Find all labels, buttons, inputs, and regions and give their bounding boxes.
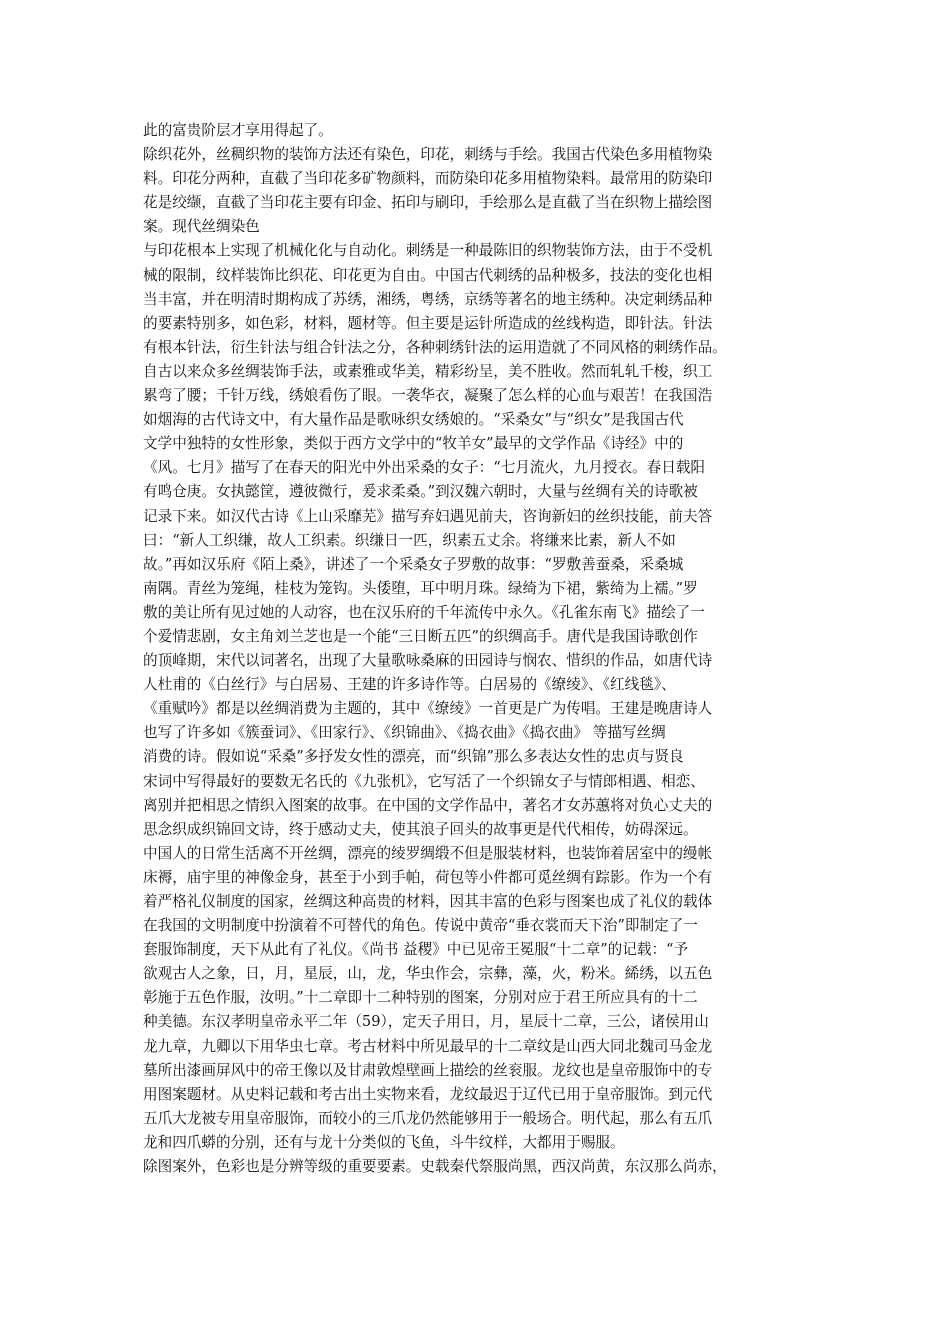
text-line: 着严格礼仪制度的国家，丝绸这种高贵的材料，因其丰富的色彩与图案也成了礼仪的载体 [143, 893, 713, 910]
text-line: 当丰富，并在明清时期构成了苏绣，湘绣，粤绣，京绣等著名的地主绣种。决定刺绣品种 [143, 290, 713, 308]
text-line: 也写了许多如《簇蚕词》、《田家行》、《织锦曲》、《捣衣曲》《捣衣曲》 等描写丝绸 [143, 724, 666, 742]
text-line: 个爱情悲剧，女主角刘兰芝也是一个能“三日断五匹”的织绸高手。唐代是我国诗歌创作 [143, 627, 698, 645]
text-line: 敷的美让所有见过她的人动容，也在汉乐府的千年流传中永久。《孔雀东南飞》描绘了一 [143, 603, 705, 621]
text-line: 械的限制，纹样装饰比织花、印花更为自由。中国古代刺绣的品种极多，技法的变化也相 [143, 266, 713, 284]
text-line: 离别并把相思之情织入图案的故事。在中国的文学作品中，著名才女苏蕙将对负心丈夫的 [143, 796, 713, 814]
text-line: 此的富贵阶层才享用得起了。 [143, 122, 333, 139]
text-line: 床褥，庙宇里的神像金身，甚至于小到手帕，荷包等小件都可觅丝绸有踪影。作为一个有 [143, 868, 713, 886]
text-line: 曰：“新人工织缣，故人工织素。织缣日一匹，织素五丈余。将缣来比素，新人不如 [143, 531, 676, 549]
text-line: 龙九章，九卿以下用华虫七章。考古材料中所见最早的十二章纹是山西大同北魏司马金龙 [143, 1037, 713, 1055]
text-line: 宋词中写得最好的要数无名氏的《九张机》，它写活了一个织锦女子与情郎相遇、相恋、 [143, 772, 705, 790]
text-line: 与印花根本上实现了机械化化与自动化。刺绣是一种最陈旧的织物装饰方法，由于不受机 [143, 242, 713, 260]
text-line: 彰施于五色作服，汝明。”十二章即十二种特别的图案，分别对应于君王所应具有的十二 [143, 989, 698, 1007]
text-line: 种美德。东汉孝明皇帝永平二年（59），定天子用日，月，星辰十二章，三公，诸侯用山 [143, 1013, 709, 1031]
document-body-text [143, 119, 823, 1179]
text-line: 墓所出漆画屏风中的帝王像以及甘肃敦煌壁画上描绘的丝衮服。龙纹也是皇帝服饰中的专 [143, 1061, 713, 1079]
text-line: 五爪大龙被专用皇帝服饰，而较小的三爪龙仍然能够用于一般场合。明代起，那么有五爪 [143, 1109, 713, 1127]
text-line: 如烟海的古代诗文中，有大量作品是歌咏织女绣娘的。“采桑女”与“织女”是我国古代 [143, 411, 684, 429]
text-line: 用图案题材。从史料记载和考古出土实物来看，龙纹最迟于辽代已用于皇帝服饰。到元代 [143, 1085, 713, 1103]
text-line: 料。印花分两种，直截了当印花多矿物颜料，而防染印花多用植物染料。最常用的防染印 [143, 170, 713, 188]
text-line: 文学中独特的女性形象，类似于西方文学中的“牧羊女”最早的文学作品《诗经》中的 [143, 435, 684, 453]
text-line: 故。”再如汉乐府《陌上桑》，讲述了一个采桑女子罗敷的故事：“罗敷善蚕桑，采桑城 [143, 555, 684, 573]
text-line: 的顶峰期，宋代以词著名，出现了大量歌咏桑麻的田园诗与悯农、惜织的作品，如唐代诗 [143, 652, 713, 670]
text-line: 龙和四爪蟒的分别，还有与龙十分类似的飞鱼，斗牛纹样，大都用于赐服。 [143, 1133, 625, 1151]
text-line: 套服饰制度，天下从此有了礼仪。《尚书 益稷》中已见帝王冕服“十二章”的记载：“予 [143, 941, 689, 959]
text-line: 有根本针法，衍生针法与组合针法之分，各种刺绣针法的运用造就了不同风格的刺绣作品。 [143, 338, 727, 356]
text-line: 累弯了腰；千针万线，绣娘看伤了眼。一袭华衣，凝聚了怎么样的心血与艰苦！在我国浩 [143, 387, 713, 405]
text-line: 欲观古人之象，日，月，星辰，山，龙，华虫作会，宗彝，藻，火，粉米。絺绣，以五色 [143, 965, 713, 983]
text-line: 思念织成织锦回文诗，终于感动丈夫，使其浪子回头的故事更是代代相传，妨碍深远。 [143, 820, 698, 838]
text-line: 人杜甫的《白丝行》与白居易、王建的许多诗作等。白居易的《缭绫》、《红线毯》、 [143, 676, 676, 694]
text-line: 除图案外，色彩也是分辨等级的重要要素。史载秦代祭服尚黑，西汉尚黄，东汉那么尚赤， [143, 1158, 727, 1176]
text-line: 在我国的文明制度中扮演着不可替代的角色。传说中黄帝“垂衣裳而天下治”即制定了一 [143, 917, 698, 935]
text-line: 自古以来众多丝绸装饰手法，或素雅或华美，精彩纷呈，美不胜收。然而轧轧千梭，织工 [143, 362, 713, 380]
text-line: 《重赋吟》都是以丝绸消费为主题的，其中《缭绫》一首更是广为传唱。王建是晚唐诗人 [143, 700, 713, 718]
text-line: 的要素特别多，如色彩，材料，题材等。但主要是运针所造成的丝线构造，即针法。针法 [143, 314, 713, 332]
text-line: 除织花外，丝稠织物的装饰方法还有染色，印花，刺绣与手绘。我国古代染色多用植物染 [143, 146, 713, 164]
text-line: 消费的诗。假如说“采桑”多抒发女性的漂亮，而“织锦”那么多表达女性的忠贞与贤良 [143, 748, 684, 766]
text-line: 案。现代丝绸染色 [143, 218, 260, 236]
text-line: 有鸣仓庚。女执懿筐，遵彼微行，爰求柔桑。”到汉魏六朝时，大量与丝绸有关的诗歌被 [143, 483, 698, 501]
text-line: 记录下来。如汉代古诗《上山采靡芜》描写弃妇遇见前夫，咨询新妇的丝织技能，前夫答 [143, 507, 713, 525]
text-line: 花是绞缬，直截了当印花主要有印金、拓印与刷印，手绘那么是直截了当在织物上描绘图 [143, 194, 713, 212]
text-line: 中国人的日常生活离不开丝绸，漂亮的绫罗绸缎不但是服装材料，也装饰着居室中的缦帐 [143, 844, 713, 862]
text-line: 南隅。青丝为笼绳，桂枝为笼钩。头倭堕，耳中明月珠。绿绮为下裙，紫绮为上襦。”罗 [143, 579, 698, 597]
text-line: 《风。七月》描写了在春天的阳光中外出采桑的女子：“七月流火，九月授衣。春日载阳 [143, 459, 706, 477]
